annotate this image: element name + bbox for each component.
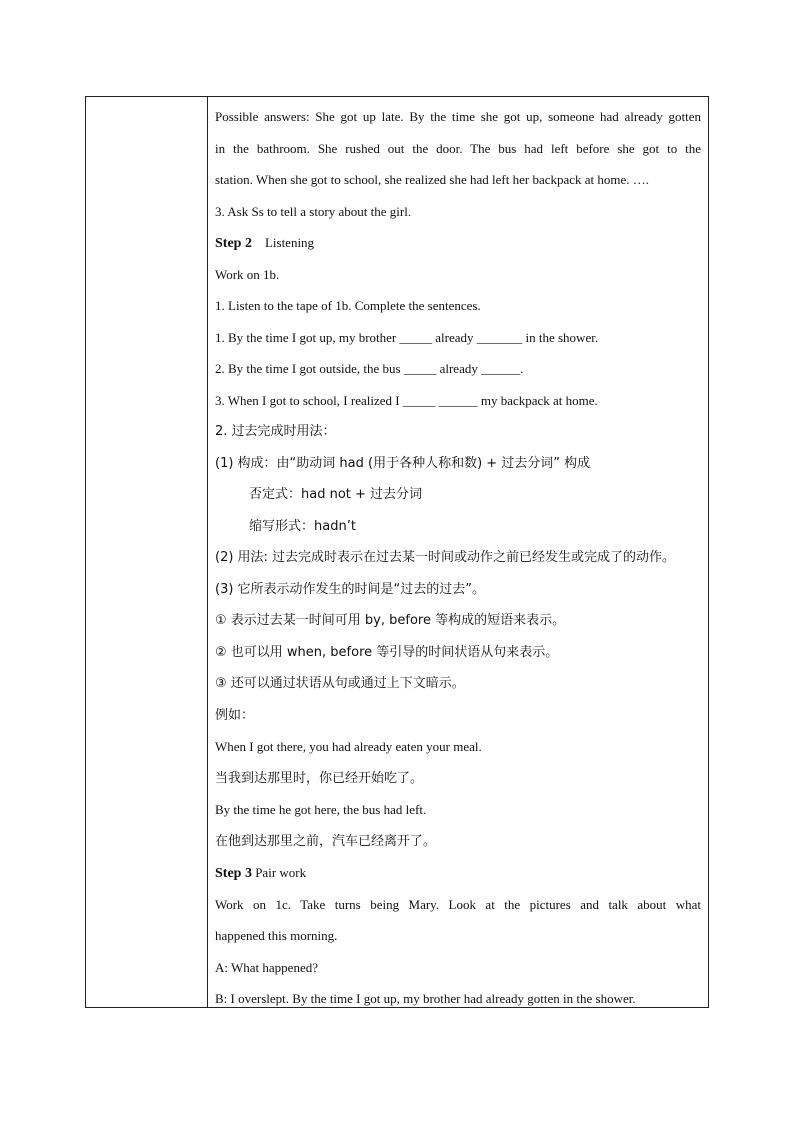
text-line: 1. Listen to the tape of 1b. Complete the sentences. xyxy=(215,298,481,313)
text-line: Possible answers: She got up late. By the time she got up, someone had already gotten xyxy=(215,109,701,124)
text-line: (2) 用法: 过去完成时表示在过去某一时间或动作之前已经发生或完成了的动作。 xyxy=(215,550,676,565)
right-column-cell xyxy=(209,97,708,1007)
text-line: 3. Ask Ss to tell a story about the girl. xyxy=(215,203,412,219)
text-line: happened this morning. xyxy=(215,928,338,943)
text-line: ③ 还可以通过状语从句或通过上下文暗示。 xyxy=(215,676,465,691)
text-line: When I got there, you had already eaten your meal. xyxy=(215,739,482,754)
text-line: ① 表示过去某一时间可用 by, before 等构成的短语来表示。 xyxy=(215,613,566,628)
text-line: 3. When I got to school, I realized I _____ ______ my backpack at home. xyxy=(215,392,598,408)
text-line: 缩写形式：hadn’t xyxy=(249,518,356,534)
text-line: 1. By the time I got up, my brother _____ already _______ in the shower. xyxy=(215,329,599,345)
step-label: Step 2 xyxy=(215,236,252,251)
text-line: A: What happened? xyxy=(215,959,318,975)
step-title: Listening xyxy=(251,235,315,250)
text-line: 2. 过去完成时用法： xyxy=(215,424,336,439)
text-line: (3) 它所表示动作发生的时间是“过去的过去”。 xyxy=(215,581,486,597)
text-line: Work on 1b. xyxy=(215,266,280,282)
text-line: in the bathroom. She rushed out the door. The bus had left before she got to the xyxy=(215,140,701,156)
lesson-table xyxy=(85,96,709,1008)
text-line: (1) 构成：由“助动词 had (用于各种人称和数) + 过去分词” 构成 xyxy=(215,455,591,471)
text-line: 在他到达那里之前，汽车已经离开了。 xyxy=(215,833,437,849)
step-label: Step 3 xyxy=(215,866,252,881)
text-line: 2. By the time I got outside, the bus _____ already ______. xyxy=(215,361,524,376)
text-line: 当我到达那里时，你已经开始吃了。 xyxy=(215,770,424,786)
text-line: B: I overslept. By the time I got up, my brother had already gotten in the shower. xyxy=(215,991,636,1006)
step-heading xyxy=(215,857,701,889)
text-line: 例如： xyxy=(215,707,255,723)
step-heading xyxy=(215,227,701,259)
text-line: By the time he got here, the bus had left. xyxy=(215,802,427,817)
left-column-cell xyxy=(86,97,208,1007)
step-title: Pair work xyxy=(251,865,307,880)
text-line: ② 也可以用 when, before 等引导的时间状语从句来表示。 xyxy=(215,644,559,660)
text-line: Work on 1c. Take turns being Mary. Look at the pictures and talk about what xyxy=(215,896,701,912)
text-line: 否定式：had not + 过去分词 xyxy=(249,487,423,502)
text-line: station. When she got to school, she realized she had left her backpack at home. …. xyxy=(215,172,650,187)
